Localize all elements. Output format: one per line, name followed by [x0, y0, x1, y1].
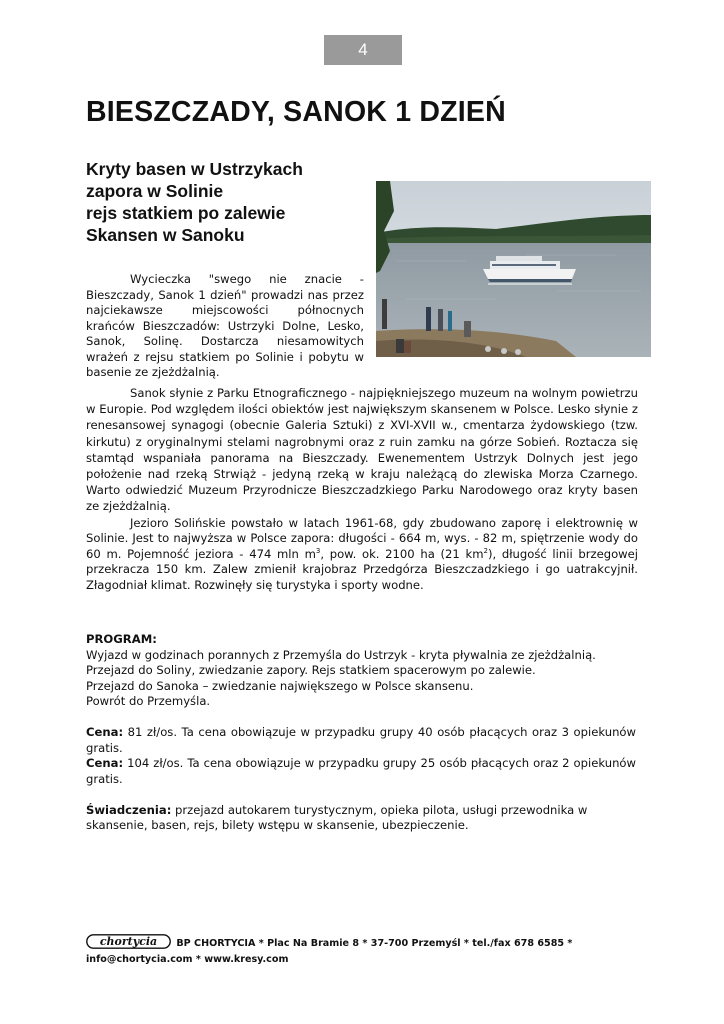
- chortycia-logo: [86, 934, 171, 949]
- intro-text: Wycieczka "swego nie znacie - Bieszczady, Sanok 1 dzień" prowadzi nas przez najciekawsze miejscowości północnych krańców Bieszczadów: Ustrzyki Dolne, Lesko, Sanok, Solinę. Dostarcza niesamowitych wrażeń z rejsu statkiem po Solinie i pobytu w basenie ze zjeżdżalnią.: [86, 272, 364, 379]
- services-label: Świadczenia:: [86, 802, 172, 817]
- program-line: Wyjazd w godzinach porannych z Przemyśla do Ustrzyk - kryta pływalnia ze zjeżdżalnią.: [86, 647, 596, 662]
- sanok-paragraph: Sanok słynie z Parku Etnograficznego - najpiękniejszego muzeum na wolnym powietrzu w Europie. Pod względem ilości obiektów jest największym skansenem w Polsce. Lesko słynie z renesansowej synagogi (obecnie Galeria Sztuki) z XVI-XVII w., cmentarza żydowskiego (tzw. kirkutu) z oryginalnymi stelami nagrobnymi oraz z ruin zamku na górze Sobień. Roztacza się stamtąd wspaniała panorama na Bieszczady. Ewenementem Ustrzyk Dolnych jest jego położenie nad rzeką Strwiąż - jedyną rzeką w kraju należącą do zlewiska Morza Czarnego. Warto odwiedzić Muzeum Przyrodnicze Bieszczadzkiego Parku Narodowego oraz kryty basen ze zjeżdżalnią.: [86, 386, 638, 514]
- page-title: BIESZCZADY, SANOK 1 DZIEŃ: [86, 96, 506, 128]
- solina-sup-m3: 3: [315, 546, 321, 555]
- intro-paragraph: [86, 272, 364, 381]
- price-text: 104 zł/os. Ta cena obowiązuje w przypadku grupy 25 osób płacących oraz 2 opiekunów gratis.: [86, 756, 636, 786]
- program-line: Powrót do Przemyśla.: [86, 694, 211, 708]
- solina-paragraph: [86, 516, 638, 594]
- price-label: Cena:: [86, 756, 124, 770]
- program-heading: PROGRAM:: [86, 632, 157, 646]
- services-text: przejazd autokarem turystycznym, opieka pilota, usługi przewodnika w skansenie, basen, rejs, bilety wstępu w skansenie, ubezpieczenie.: [86, 802, 588, 832]
- solina-text-3: ), długość linii brzegowej przekracza 150 km. Zalew zmienił krajobraz Przedgórza Bieszczadzkiego i go uatrakcyjnił. Złagodniał klimat. Rozwinęły się turystyka i sporty wodne.: [86, 546, 638, 592]
- lake-boat-photo: [376, 181, 651, 357]
- price-label: Cena:: [86, 725, 124, 739]
- price-text: 81 zł/os. Ta cena obowiązuje w przypadku grupy 40 osób płacących oraz 3 opiekunów gratis.: [86, 725, 636, 755]
- services-block: [86, 803, 621, 834]
- solina-sup-km2: 2: [483, 546, 488, 555]
- footer-text: BP CHORTYCIA * Plac Na Bramie 8 * 37-700 Przemyśl * tel./fax 678 6585 * info@chortycia.com * www.kresy.com: [86, 938, 573, 965]
- subtitle-line: Kryty basen w Ustrzykach: [86, 159, 303, 179]
- solina-text-1: Jezioro Solińskie powstało w latach 1961-68, gdy zbudowano zaporę i elektrownię w Solinie. Jest to najwyższa w Polsce zapora: długości - 664 m, wys. - 82 m, spiętrzenie wody do 60 m. Pojemność jeziora - 474 mln m: [86, 515, 638, 561]
- price-block: [86, 725, 636, 756]
- solina-text-2: , pow. ok. 2100 ha (21 km: [320, 546, 484, 561]
- body-paragraphs: [86, 385, 638, 593]
- program-line: Przejazd do Soliny, zwiedzanie zapory. Rejs statkiem spacerowym po zalewie.: [86, 663, 536, 677]
- subtitle-line: Skansen w Sanoku: [86, 225, 245, 245]
- logo-text: chortycia: [99, 935, 158, 948]
- page-number: 4: [324, 35, 402, 65]
- program-line: Przejazd do Sanoka – zwiedzanie największego w Polsce skansenu.: [86, 678, 474, 693]
- subtitle-block: [86, 158, 376, 246]
- subtitle-line: zapora w Solinie: [86, 181, 224, 201]
- footer: [86, 934, 636, 968]
- subtitle-line: rejs statkiem po zalewie: [86, 203, 286, 223]
- program-section: [86, 632, 638, 834]
- price-block: [86, 756, 636, 787]
